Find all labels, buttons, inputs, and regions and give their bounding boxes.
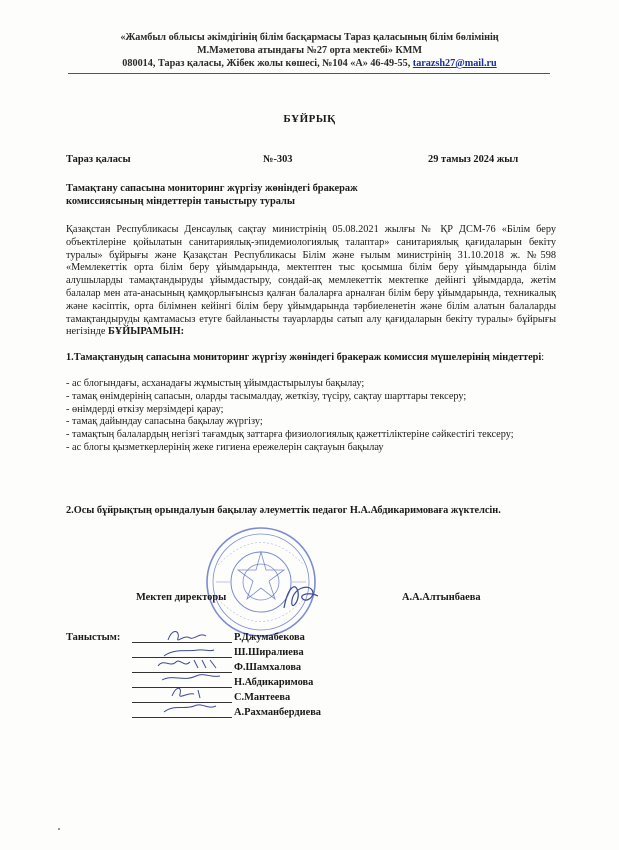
ack-name: С.Мантеева <box>234 692 291 703</box>
header-divider <box>68 73 550 74</box>
section-1-colon: : <box>541 352 545 363</box>
list-item: - ас блогындағы, асханадағы жұмыстың ұйымдастырылуы бақылау; <box>66 378 365 389</box>
header-email-link[interactable]: tarazsh27@mail.ru <box>412 58 497 69</box>
document-city: Тараз қаласы <box>66 154 131 165</box>
subject-line-2: комиссиясының міндеттерін таныстыру туралы <box>66 196 295 207</box>
subject-line-1: Тамақтану сапасына мониторинг жүргізу жөніндегі бракераж <box>66 183 358 194</box>
document-number: №-303 <box>263 154 293 165</box>
ack-name: Ш.Ширалиева <box>234 647 304 658</box>
preamble-text: Қазақстан Республикасы Денсаулық сақтау министрінің 05.08.2021 жылғы № ҚР ДСМ-76 «Білім беру объектілеріне қойылатын санитариялық-эпидемиологиялық талаптар» санитариялық қағидаларын бекіту туралы» бұйрығы және Қазақстан Республикасы Білім және ғылым министрінің 31.10.2018 ж. №598 «Мемлекеттік орта білім беру ұйымдарында, мектептен тыс қосымша білім беру ұйымдарында білім алушыларды тамақтандыруды ұйымдастыру, сондай-ақ мемлекеттік мектепке дейінгі ұйымдарда, жетім балалар мен ата-анасының қамқорлығынсыз қалған балаларға арналған білім беру ұйымдарында, техникалық және кәсіптік, орта білімнен кейінгі білім беру ұйымдарында тәрбиеленетін және білім алатын балаларды тамақтандыруды қамтамасыз етуге байланысты тауарларды сатып алу қағидаларын бекіту туралы» бұйрығы негізінде <box>66 224 556 338</box>
list-item: - тамақтың балалардың негізгі тағамдық заттарға физиологиялық қажеттіліктеріне сәйкестігі тексеру; <box>66 429 514 441</box>
section-2: 2.Осы бұйрықтың орындалуын бақылау әлеуметтік педагог Н.А.Абдикаримоваға жүктелсін. <box>66 505 501 516</box>
ack-name: Р.Джумабекова <box>234 632 305 643</box>
ack-name: Ф.Шамхалова <box>234 662 302 673</box>
acknowledgement-label: Таныстым: <box>66 632 121 643</box>
order-word: БҰЙЫРАМЫН: <box>108 326 185 338</box>
list-item: - өнімдерді өткізу мерзімдері қарау; <box>66 403 224 415</box>
section-1-title <box>66 352 556 365</box>
header-line-2: М.Мәметова атындағы №27 орта мектебі» КММ <box>196 45 423 56</box>
handwritten-signatures <box>150 622 230 722</box>
director-signature <box>278 578 322 616</box>
scan-speck <box>58 828 60 830</box>
director-name: А.А.Алтынбаева <box>402 592 481 603</box>
header-address: 080014, Тараз қаласы, Жібек жолы көшесі, №104 «А» 46-49-55, <box>122 58 411 69</box>
document-title: БҰЙРЫҚ <box>283 113 336 125</box>
header-line-1: «Жамбыл облысы әкімдігінің білім басқармасы Тараз қаласының білім бөлімінің <box>120 32 499 43</box>
ack-name: А.Рахманбердиева <box>234 707 322 718</box>
director-role: Мектеп директоры <box>136 592 227 603</box>
header-line-3 <box>0 57 619 70</box>
list-item: - ас блогы қызметкерлерінің жеке гигиена ережелерін сақтауын бақылау <box>66 441 384 453</box>
preamble-paragraph <box>66 224 556 339</box>
duties-list <box>66 378 556 455</box>
document-date: 29 тамыз 2024 жыл <box>428 154 519 165</box>
document-subject <box>66 182 358 208</box>
list-item: - тамақ дайындау сапасына бақылау жүргізу; <box>66 416 263 428</box>
ack-name: Н.Абдикаримова <box>234 677 314 688</box>
section-1-title-text: 1.Тамақтанудың сапасына мониторинг жүргізу жөніндегі бракераж комиссия мүшелерінің міндеттері <box>66 352 542 363</box>
list-item: - тамақ өнімдерінің сапасын, оларды тасымалдау, жеткізу, түсіру, сақтау шарттары тексеру; <box>66 390 467 402</box>
